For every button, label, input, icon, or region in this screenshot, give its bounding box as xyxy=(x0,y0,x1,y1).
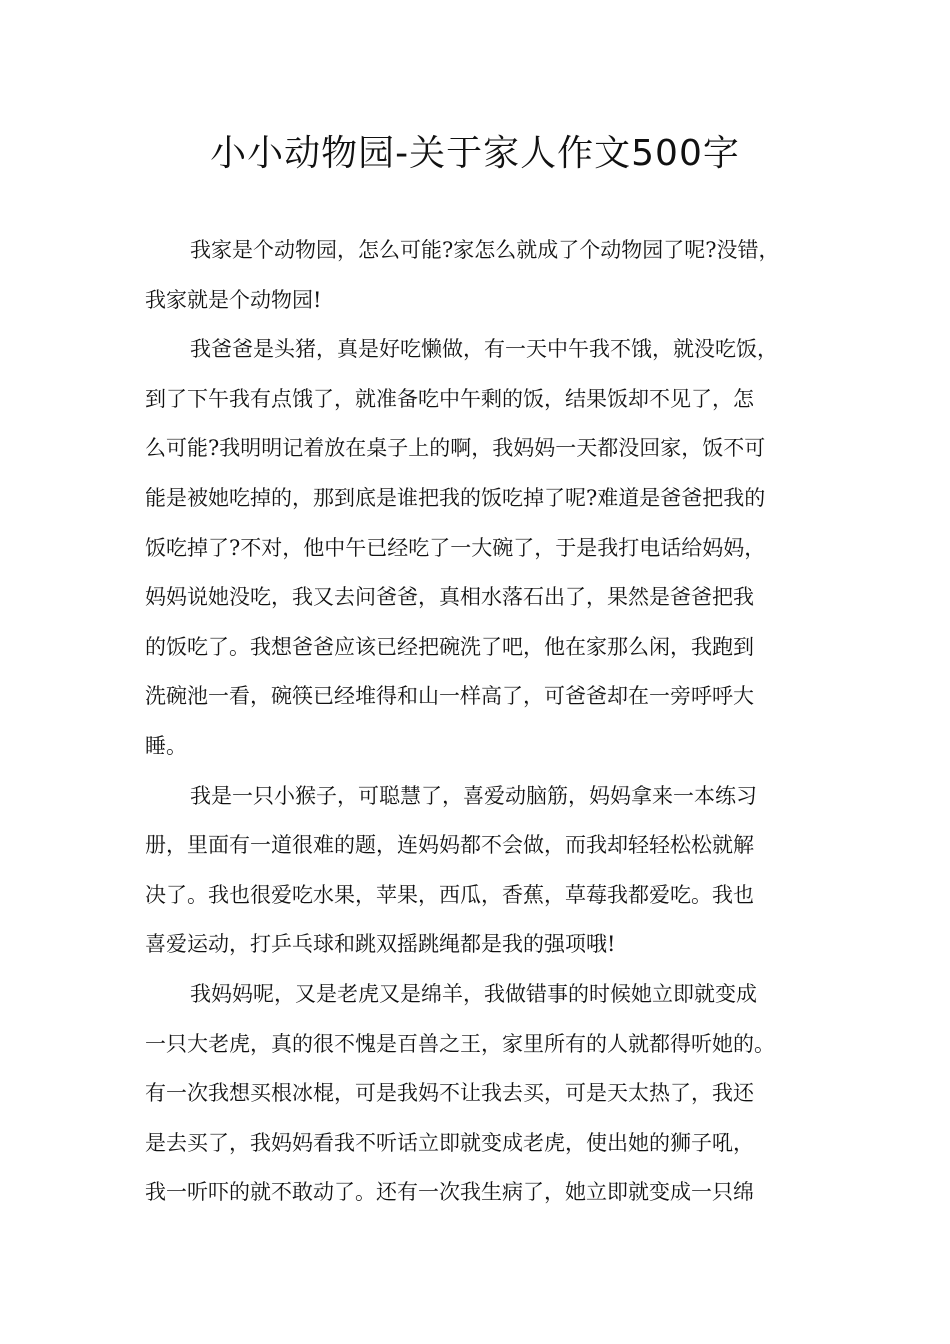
document-title: 小小动物园-关于家人作文500字 xyxy=(210,133,740,174)
paragraph-line: 饭吃掉了?不对，他中午已经吃了一大碗了，于是我打电话给妈妈， xyxy=(145,535,766,560)
paragraph-line: 睡。 xyxy=(145,733,187,758)
paragraph-line: 喜爱运动，打乒乓球和跳双摇跳绳都是我的强项哦! xyxy=(145,932,616,957)
document-body xyxy=(145,226,825,1218)
paragraph-line: 我一听吓的就不敢动了。还有一次我生病了，她立即就变成一只绵 xyxy=(145,1180,754,1205)
paragraph-line: 我家就是个动物园! xyxy=(145,287,322,312)
paragraph-line: 有一次我想买根冰棍，可是我妈不让我去买，可是天太热了，我还 xyxy=(145,1081,754,1106)
paragraph-line: 我是一只小猴子，可聪慧了，喜爱动脑筋，妈妈拿来一本练习 xyxy=(190,783,757,808)
paragraph-line: 册，里面有一道很难的题，连妈妈都不会做，而我却轻轻松松就解 xyxy=(145,833,754,858)
paragraph-line: 么可能?我明明记着放在桌子上的啊，我妈妈一天都没回家，饭不可 xyxy=(145,436,766,461)
paragraph-line: 妈妈说她没吃，我又去问爸爸，真相水落石出了，果然是爸爸把我 xyxy=(145,585,754,610)
paragraph-line: 我妈妈呢，又是老虎又是绵羊，我做错事的时候她立即就变成 xyxy=(190,981,757,1006)
paragraph-line: 一只大老虎，真的很不愧是百兽之王，家里所有的人就都得听她的。 xyxy=(145,1031,775,1056)
paragraph-line: 洗碗池一看，碗筷已经堆得和山一样高了，可爸爸却在一旁呼呼大 xyxy=(145,684,754,709)
paragraph-line: 我爸爸是头猪，真是好吃懒做，有一天中午我不饿，就没吃饭， xyxy=(190,337,778,362)
paragraph-line: 的饭吃了。我想爸爸应该已经把碗洗了吧，他在家那么闲，我跑到 xyxy=(145,634,754,659)
paragraph-line: 是去买了，我妈妈看我不听话立即就变成老虎，使出她的狮子吼， xyxy=(145,1130,754,1155)
paragraph-line: 能是被她吃掉的，那到底是谁把我的饭吃掉了呢?难道是爸爸把我的 xyxy=(145,485,766,510)
paragraph-line: 决了。我也很爱吃水果，苹果，西瓜，香蕉，草莓我都爱吃。我也 xyxy=(145,882,754,907)
paragraph-line: 我家是个动物园，怎么可能?家怎么就成了个动物园了呢?没错， xyxy=(190,238,780,262)
paragraph-line: 到了下午我有点饿了，就准备吃中午剩的饭，结果饭却不见了，怎 xyxy=(145,386,754,411)
